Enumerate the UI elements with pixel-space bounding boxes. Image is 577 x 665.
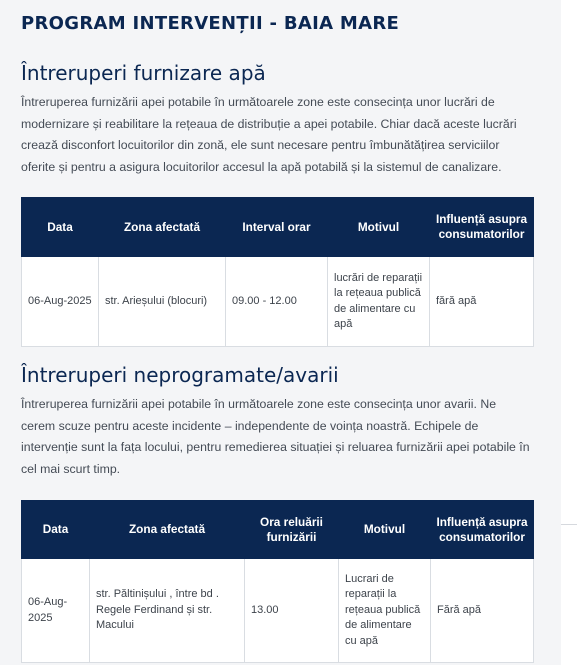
cell-reason: lucrări de reparații la rețeaua publică de alimentare cu apă xyxy=(328,257,430,347)
column-header-affected-zone: Zona afectată xyxy=(90,501,245,559)
cell-date: 06-Aug-2025 xyxy=(22,257,99,347)
page-title: PROGRAM INTERVENȚII - BAIA MARE xyxy=(21,13,400,34)
cell-affected-zone: str. Arieșului (blocuri) xyxy=(99,257,226,347)
cell-reason: Lucrari de reparații la rețeaua publică de alimentare cu apă xyxy=(339,559,431,663)
cell-affected-zone: str. Păltinișului , între bd . Regele Ferdinand și str. Macului xyxy=(90,559,245,663)
column-header-affected-zone: Zona afectată xyxy=(99,198,226,257)
column-header-reason: Motivul xyxy=(328,198,430,257)
unplanned-outages-title: Întreruperi neprogramate/avarii xyxy=(21,363,339,387)
table-row xyxy=(22,257,534,347)
table-header-row xyxy=(22,198,534,257)
cell-consumer-impact: Fără apă xyxy=(431,559,534,663)
column-header-consumer-impact: Influență asupra consumatorilor xyxy=(431,501,534,559)
unplanned-outages-table xyxy=(21,500,534,663)
table-header-row xyxy=(22,501,534,559)
cell-consumer-impact: fără apă xyxy=(430,257,534,347)
divider xyxy=(561,524,577,525)
planned-outages-title: Întreruperi furnizare apă xyxy=(21,61,266,85)
column-header-reason: Motivul xyxy=(339,501,431,559)
planned-outages-description: Întreruperea furnizării apei potabile în următoarele zone este consecința unor lucrări de modernizare și reabilitare la rețeaua de distribuție a apei potabile. Chiar dacă aceste lucrări crează disconfort locuitorilor din zonă, ele sunt necesare pentru îmbunătățirea serviciilor oferite și pentru a asigura locuitorilor accesul la apă potabilă și la sistemul de canalizare. xyxy=(21,95,517,174)
column-header-date: Data xyxy=(22,198,99,257)
page-margin xyxy=(561,0,577,665)
cell-time-interval: 09.00 - 12.00 xyxy=(226,257,328,347)
column-header-time-interval: Interval orar xyxy=(226,198,328,257)
cell-date: 06-Aug-2025 xyxy=(22,559,90,663)
cell-resume-time: 13.00 xyxy=(245,559,339,663)
column-header-resume-time: Ora reluării furnizării xyxy=(245,501,339,559)
column-header-consumer-impact: Influență asupra consumatorilor xyxy=(430,198,534,257)
column-header-date: Data xyxy=(22,501,90,559)
table-row xyxy=(22,559,534,663)
planned-outages-table xyxy=(21,197,534,347)
unplanned-outages-description: Întreruperea furnizării apei potabile în următoarele zone este consecința unor avarii. Ne cerem scuze pentru aceste incidente – independente de voința noastră. Echipele de intervenție sunt la fața locului, pentru remedierea situației și reluarea furnizării apei potabile în cel mai scurt timp. xyxy=(21,397,530,476)
